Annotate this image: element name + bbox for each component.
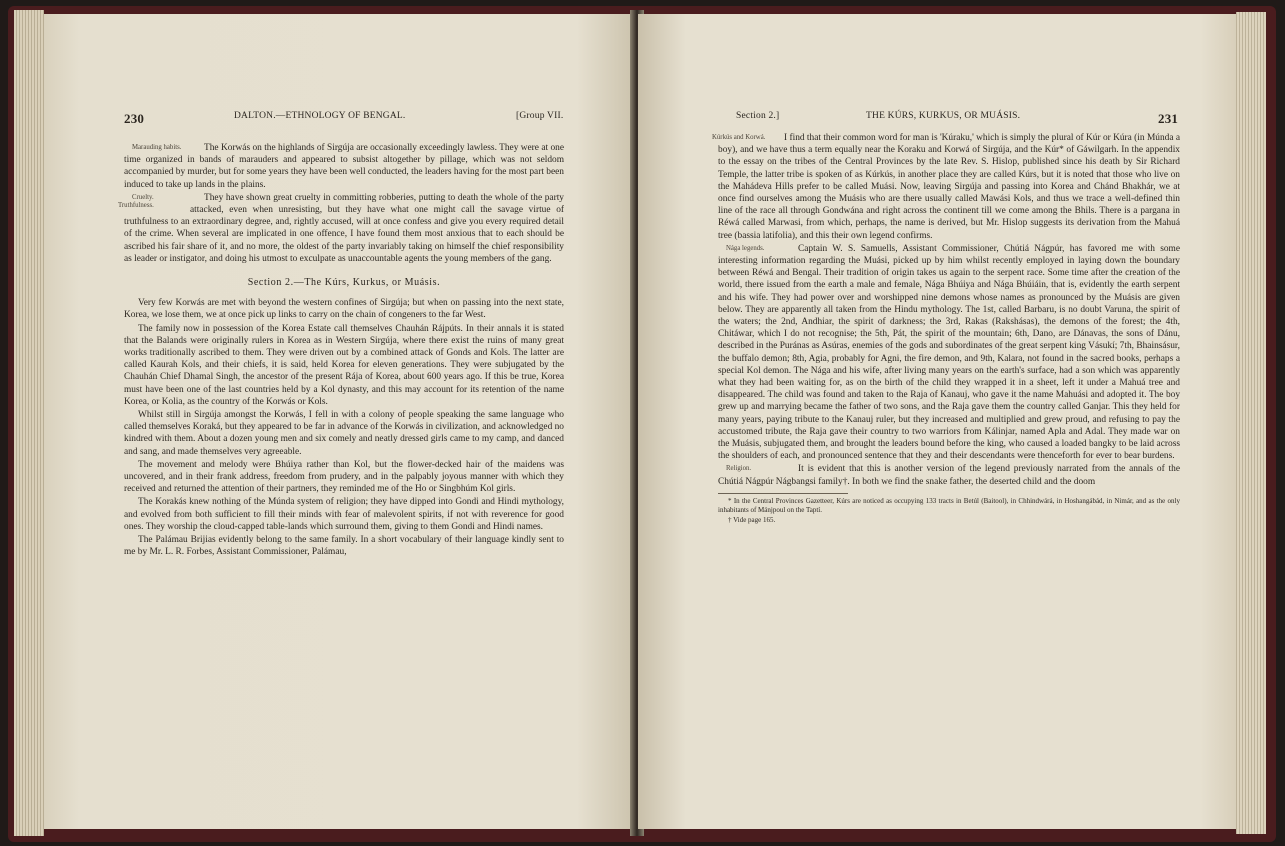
paragraph: The family now in possession of the Korea Estate call themselves Chauhán Rájpúts. In their annals it is stated that the Balands were originally rulers in Korea as in Western Sirgúja, where there exist the ruins of many great works traditionally ascribed to them. They were driven out by a combined attack of Gonds and Kols. The latter are called Kaurah Kols, and their chiefs, it is said, held Korea for eleven generations. They were subjugated by the Chauhán Chief Dhamal Singh, the ancestor of the present Rája of Korea, about 600 years ago. If this be true, Korea must have been one of the last countries held by a Kol dynasty, and this may account for its retention of the name Korea, or Kolia, as the country of the Korwás or Kols. — [124, 323, 564, 407]
paragraph: Nága legends. Captain W. S. Samuells, Assistant Commissioner, Chútiá Nágpúr, has favored me with some interesting information regarding the Muási, picked up by him whilst recently employed in laying down the boundary between Réwá and Bengal. Their tradition of origin takes us again to the serpent race. Some time after the creation of the world, there issued from the earth a male and female, Nága Bhúiya and Nága Bhúiáin, that is, evidently the earth serpent and his wife. They had power over and worshipped nine demons whose names as pronounced by the Muásis are given below. They are apparently all taken from the Hindu mythology. The 1st, called Barbaru, is no doubt Varuna, the spirit of the waters; the 2nd, Andhiar, the spirit of darkness; the 3rd, Rakas (Rakshásas), the demons of the forest; the 4th, Chitáwar, which I do not recognise; the 5th, Pát, the spirit of the mountain; 6th, Dano, are Dánavas, the sons of Dánu, described in the Puránas as Asúras, enemies of the gods and subordinates of the great serpent king Vásukí; 7th, Bhainsásur, the buffalo demon; 8th, Agia, probably for Agni, the fire demon, and 9th, Kalara, not found in the sacred books, perhaps a special Kol demon. The Nága and his wife, after living many years on the earth's surface, had a son which was apparently what they had been waiting for, as on the birth of the child they wrapped it in a sheet, left it under a Mahuá tree and disappeared. The child was found and taken to the Raja of Kanauj, who gave it the name Mahuási and adopted it. The boy grew up and marrying became the father of two sons, and the Raja gave them the country called Ganjar. This they held for many years, paying tribute to the Kanauj ruler, but they increased and multiplied and grew proud, and refusing to pay the accustomed tribute, the Raja gave their country to two warriors from Kálinjar, named Apla and Adal. They made war on the Muásis, subjugated them, and brought the leaders bound before the king, who caused a loaded bangky to be laid across the shoulders of each, and pronounced sentence that they and their descendants were thenceforth for ever to bear burdens. — [718, 243, 1180, 463]
sidenote-cruelty: Cruelty. Truthfulness. — [118, 193, 154, 209]
paragraph: The movement and melody were Bhúiya rather than Kol, but the flower-decked hair of the maidens was uncovered, and in their frank address, freedom from prudery, and in the palpably joyous manner with which they received and returned the attention of their partners, they reminded me of the Ho or Singbhúm Kol girls. — [124, 459, 564, 495]
paragraph: The Palámau Brijias evidently belong to the same family. In a short vocabulary of their language kindly sent to me by Mr. L. R. Forbes, Assistant Commissioner, Palámau, — [124, 535, 564, 558]
left-text-body — [118, 142, 564, 560]
sidenote-religion: Religion. — [726, 465, 752, 473]
page-edges-right — [1236, 12, 1266, 834]
footnote: † Vide page 165. — [728, 515, 776, 524]
sidenote-naga-legends: Nága legends. — [726, 244, 765, 252]
page-edges-left — [14, 10, 44, 836]
left-folio: 230 — [124, 111, 145, 126]
paragraph: Cruelty. Truthfulness. They have shown great cruelty in committing robberies, putting to death the whole of the party attacked, even when unresisting, but they have what one might call the savage virtue of truthfulness to an extraordinary degree, and, rightly accused, will at once confess and give you every required detail of the crime. When several are implicated in one offence, I have found them most anxious that to each should be ascribed his fair share of it, and no more, the oldest of the party invariably taking on himself the chief responsibility as leader or instigator, and doing his utmost to exculpate as unaccountable agents the young members of the gang. — [118, 192, 564, 264]
left-group-label: [Group VII. — [516, 111, 564, 121]
paragraph: Religion. It is evident that this is another version of the legend previously narrated from the annals of the Chútiá Nágpúr Nágbangsi family†. In both we find the snake father, the deserted child and the doom — [718, 463, 1180, 487]
right-folio: 231 — [1158, 111, 1179, 126]
footnotes — [718, 493, 1180, 525]
right-text-body — [712, 132, 1181, 526]
paragraph: Whilst still in Sirgúja amongst the Korwás, I fell in with a colony of people speaking the same language who called themselves Koraká, but they appeared to be far in advance of the Korwás in civilization, and acknowledged no kindred with them. About a dozen young men and six comely and neatly dressed girls came to my camp, and danced and sang, and made themselves very agreeable. — [124, 410, 564, 457]
paragraph: Kúrkús and Korwá. I find that their common word for man is 'Kúraku,' which is simply the plural of Kúr or Kúra (in Múnda a boy), and we have thus a term equally near the Koraku and Korwá of Sirgúja, and the Kúr* of Gáwilgarh. In the appendix to the essay on the tribes of the Central Provinces by the late Rev. S. Hislop, published since his death by Sir Richard Temple, the latter tribe is spoken of as Kúrkús, in another place they are called Kúrs, but it is noted that those who live on the Mahádeva Hills prefer to be called Muási. Now, leaving Sirgúja and passing into Korea and Chánd Bhakhár, we at once find ourselves among the Muásis who are there usually called Mawási Kols, and thus we trace a well-defined thin line of the race all through Gondwána and right across the continent till we come among the Bhils. There is a pargana in Réwá called Marwasi, from which, perhaps, the name is derived, but Mr. Hislop suggests its derivation from the Mahuá tree (bassia latifolia), and this their own legend confirms. — [712, 133, 1181, 241]
right-section-label: Section 2.] — [736, 111, 780, 121]
paragraph: The Korakás knew nothing of the Múnda system of religion; they have dipped into Gondi and Hindi mythology, and evolved from both sufficient to fill their minds with fear of malevolent spirits, if not with reverence for good ones. They worship the cloud-capped table-lands which surround them, giving to them Gondi and Hindi names. — [124, 497, 564, 532]
sidenote-marauding: Marauding habits. — [132, 144, 182, 151]
paragraph: Marauding habits. The Korwás on the highlands of Sirgúja are occasionally exceedingly lawless. They were at one time organized in bands of marauders and appeared to subsist altogether by pillage, which was not seldom accompanied by murder, but for some years they have been well conducted, the leaders having for the most part been induced to take up lands in the plains. — [124, 142, 564, 191]
right-page — [638, 14, 1236, 829]
footnote-rule — [718, 493, 848, 494]
section-title: Section 2.—The Kúrs, Kurkus, or Muásis. — [247, 277, 441, 289]
left-running-head: DALTON.—ETHNOLOGY OF BENGAL. — [234, 111, 406, 121]
right-running-head: THE KÚRS, KURKUS, OR MUÁSIS. — [866, 111, 1021, 121]
left-page — [44, 14, 636, 829]
paragraph: Very few Korwás are met with beyond the western confines of Sirgúja; but when on passing into the next state, Korea, we lose them, we at once pick up links to carry on the chain of congeners to the far West. — [124, 298, 564, 321]
footnote: * In the Central Provinces Gazetteer, Kúrs are noticed as occupying 133 tracts in Betúl (Baitool), in Chhindwárá, in Hoshangábád, in Nimár, and as the only inhabitants of Mánjpoul on the Taptí. — [718, 496, 1180, 514]
sidenote-kurkus: Kúrkús and Korwá. — [712, 134, 766, 141]
